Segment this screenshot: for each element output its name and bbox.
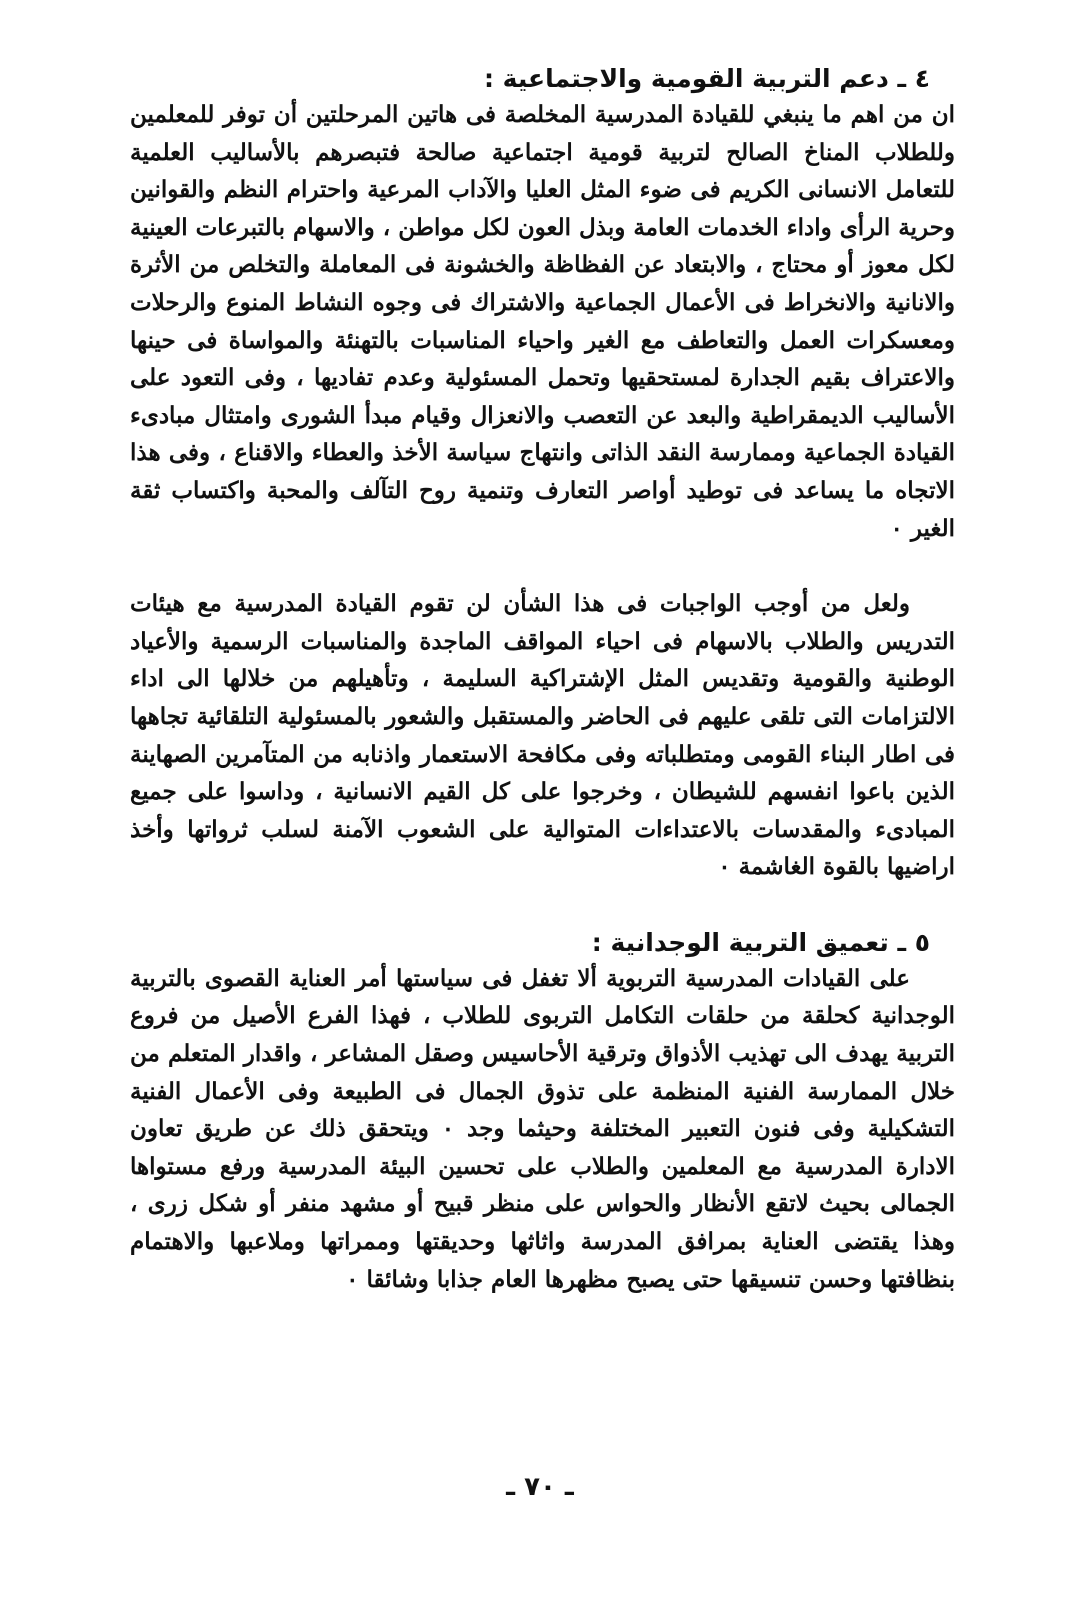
page-number: ـ ٧٠ ـ	[506, 1472, 574, 1502]
paragraph-gap	[130, 547, 955, 585]
section-5-paragraph-1: على القيادات المدرسية التربوية ألا تغفل فى سياستها أمر العناية القصوى بالتربية الوجدانية كحلقة من حلقات التكامل التربوى للطلاب ، فهذا الفرع الأصيل من فروع التربية يهدف الى تهذيب الأذواق وترقية الأحاسيس وصقل المشاعر ، واقدار المتعلم من خلال الممارسة الفنية المنظمة على تذوق الجمال فى الطبيعة وفى الأعمال الفنية التشكيلية وفى فنون التعبير المختلفة وحيثما وجد ٠ ويتحقق ذلك عن طريق تعاون الادارة المدرسية مع المعلمين والطلاب على تحسين البيئة المدرسية ورفع مستواها الجمالى بحيث لاتقع الأنظار والحواس على منظر قبيح أو مشهد منفر أو شكل زرى ، وهذا يقتضى العناية بمرافق المدرسة واثاثها وحديقتها وممراتها وملاعبها والاهتمام بنظافتها وحسن تنسيقها حتى يصبح مظهرها العام جذابا وشائقا ٠	[130, 964, 955, 1293]
section-gap	[130, 886, 955, 926]
section-4-paragraph-2: ولعل من أوجب الواجبات فى هذا الشأن لن تقوم القيادة المدرسية مع هيئات التدريس والطلاب بالاسهام فى احياء المواقف الماجدة والمناسبات الرسمية والأعياد الوطنية والقومية وتقديس المثل الإشتراكية السليمة ، وتأهيلهم من خلالها الى اداء الالتزامات التى تلقى عليهم فى الحاضر والمستقبل والشعور بالمسئولية التلقائية تجاهها فى اطار البناء القومى ومتطلباته وفى مكافحة الاستعمار واذنابه من المتآمرين الصهاينة الذين باعوا انفسهم للشيطان ، وخرجوا على كل القيم الانسانية ، وداسوا على جميع المبادىء والمقدسات بالاعتداءات المتوالية على الشعوب الآمنة لسلب ثرواتها وأخذ اراضيها بالقوة الغاشمة ٠	[130, 590, 955, 881]
section-4-paragraph-1: ان من اهم ما ينبغي للقيادة المدرسية المخلصة فى هاتين المرحلتين أن توفر للمعلمين وللطلاب المناخ الصالح لتربية قومية اجتماعية صالحة فتبصرهم بالأساليب العلمية للتعامل الانسانى الكريم فى ضوء المثل العليا والآداب المرعية واحترام النظم والقوانين وحرية الرأى واداء الخدمات العامة وبذل العون لكل مواطن ، والاسهام بالتبرعات العينية لكل معوز أو محتاج ، والابتعاد عن الفظاظة والخشونة فى المعاملة والتخلص من الأثرة والانانية والانخراط فى الأعمال الجماعية والاشتراك فى وجوه النشاط المنوع والرحلات ومعسكرات العمل والتعاطف مع الغير واحياء المناسبات بالتهنئة والمواساة فى حينها والاعتراف بقيم الجدارة لمستحقيها وتحمل المسئولية وعدم تفاديها ، وفى التعود على الأساليب الديمقراطية والبعد عن التعصب والانعزال وقيام مبدأ الشورى وامتثال مبادىء القيادة الجماعية وممارسة النقد الذاتى وانتهاج سياسة الأخذ والعطاء والاقناع ، وفى هذا الاتجاه ما يساعد فى توطيد أواصر التعارف وتنمية روح التآلف والمحبة واكتساب ثقة الغير ٠	[130, 101, 955, 542]
section-4-heading: ٤ ـ دعم التربية القومية والاجتماعية :	[483, 64, 930, 93]
document-page	[130, 62, 955, 1298]
section-5-heading: ٥ ـ تعميق التربية الوجدانية :	[591, 927, 930, 957]
